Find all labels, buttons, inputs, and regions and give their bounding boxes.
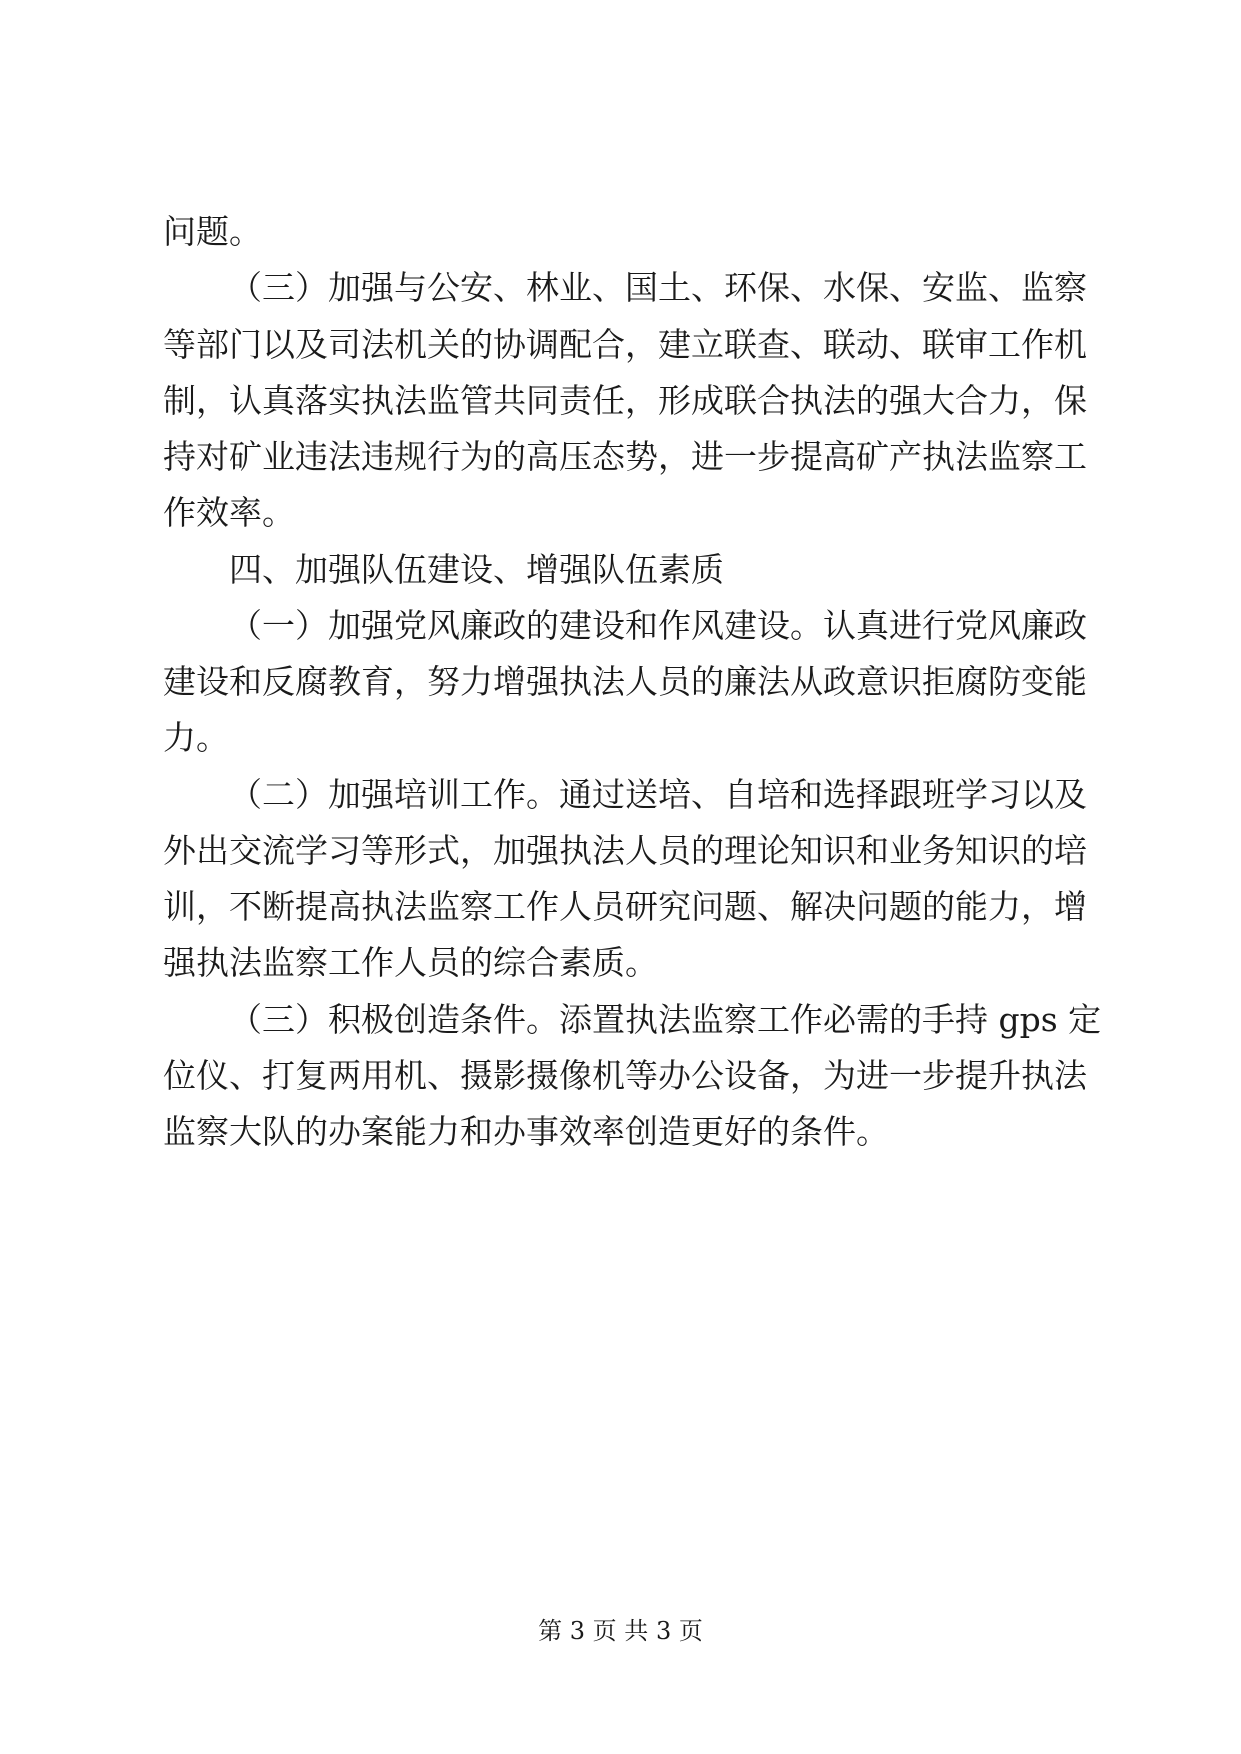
paragraph-heading-line: （二）加强培训工作。通过送培、自培和选择跟班学习以及 (229, 775, 1087, 814)
text-line: 训，不断提高执法监察工作人员研究问题、解决问题的能力，增 (163, 887, 1087, 926)
paragraph-heading-line: （一）加强党风廉政的建设和作风建设。认真进行党风廉政 (229, 606, 1087, 645)
text-line: 外出交流学习等形式，加强执法人员的理论知识和业务知识的培 (163, 831, 1087, 870)
paragraph-heading-line: （三）积极创造条件。添置执法监察工作必需的手持 gps 定 (229, 1000, 1102, 1039)
text-line: 位仪、打复两用机、摄影摄像机等办公设备，为进一步提升执法 (163, 1056, 1087, 1095)
text-line: 持对矿业违法违规行为的高压态势，进一步提高矿产执法监察工 (163, 437, 1087, 476)
page-number-footer: 第 3 页 共 3 页 (538, 1617, 703, 1645)
text-line: 强执法监察工作人员的综合素质。 (163, 943, 658, 982)
text-line: 力。 (163, 718, 229, 757)
paragraph-heading-line: （三）加强与公安、林业、国土、环保、水保、安监、监察 (229, 268, 1087, 307)
text-line: 监察大队的办案能力和办事效率创造更好的条件。 (163, 1112, 889, 1151)
section-heading: 四、加强队伍建设、增强队伍素质 (229, 550, 724, 589)
text-line: 建设和反腐教育，努力增强执法人员的廉法从政意识拒腐防变能 (163, 662, 1087, 701)
text-line: 问题。 (163, 212, 262, 251)
text-line: 制，认真落实执法监管共同责任，形成联合执法的强大合力，保 (163, 381, 1087, 420)
text-line: 等部门以及司法机关的协调配合，建立联查、联动、联审工作机 (163, 325, 1087, 364)
text-line: 作效率。 (163, 493, 295, 532)
